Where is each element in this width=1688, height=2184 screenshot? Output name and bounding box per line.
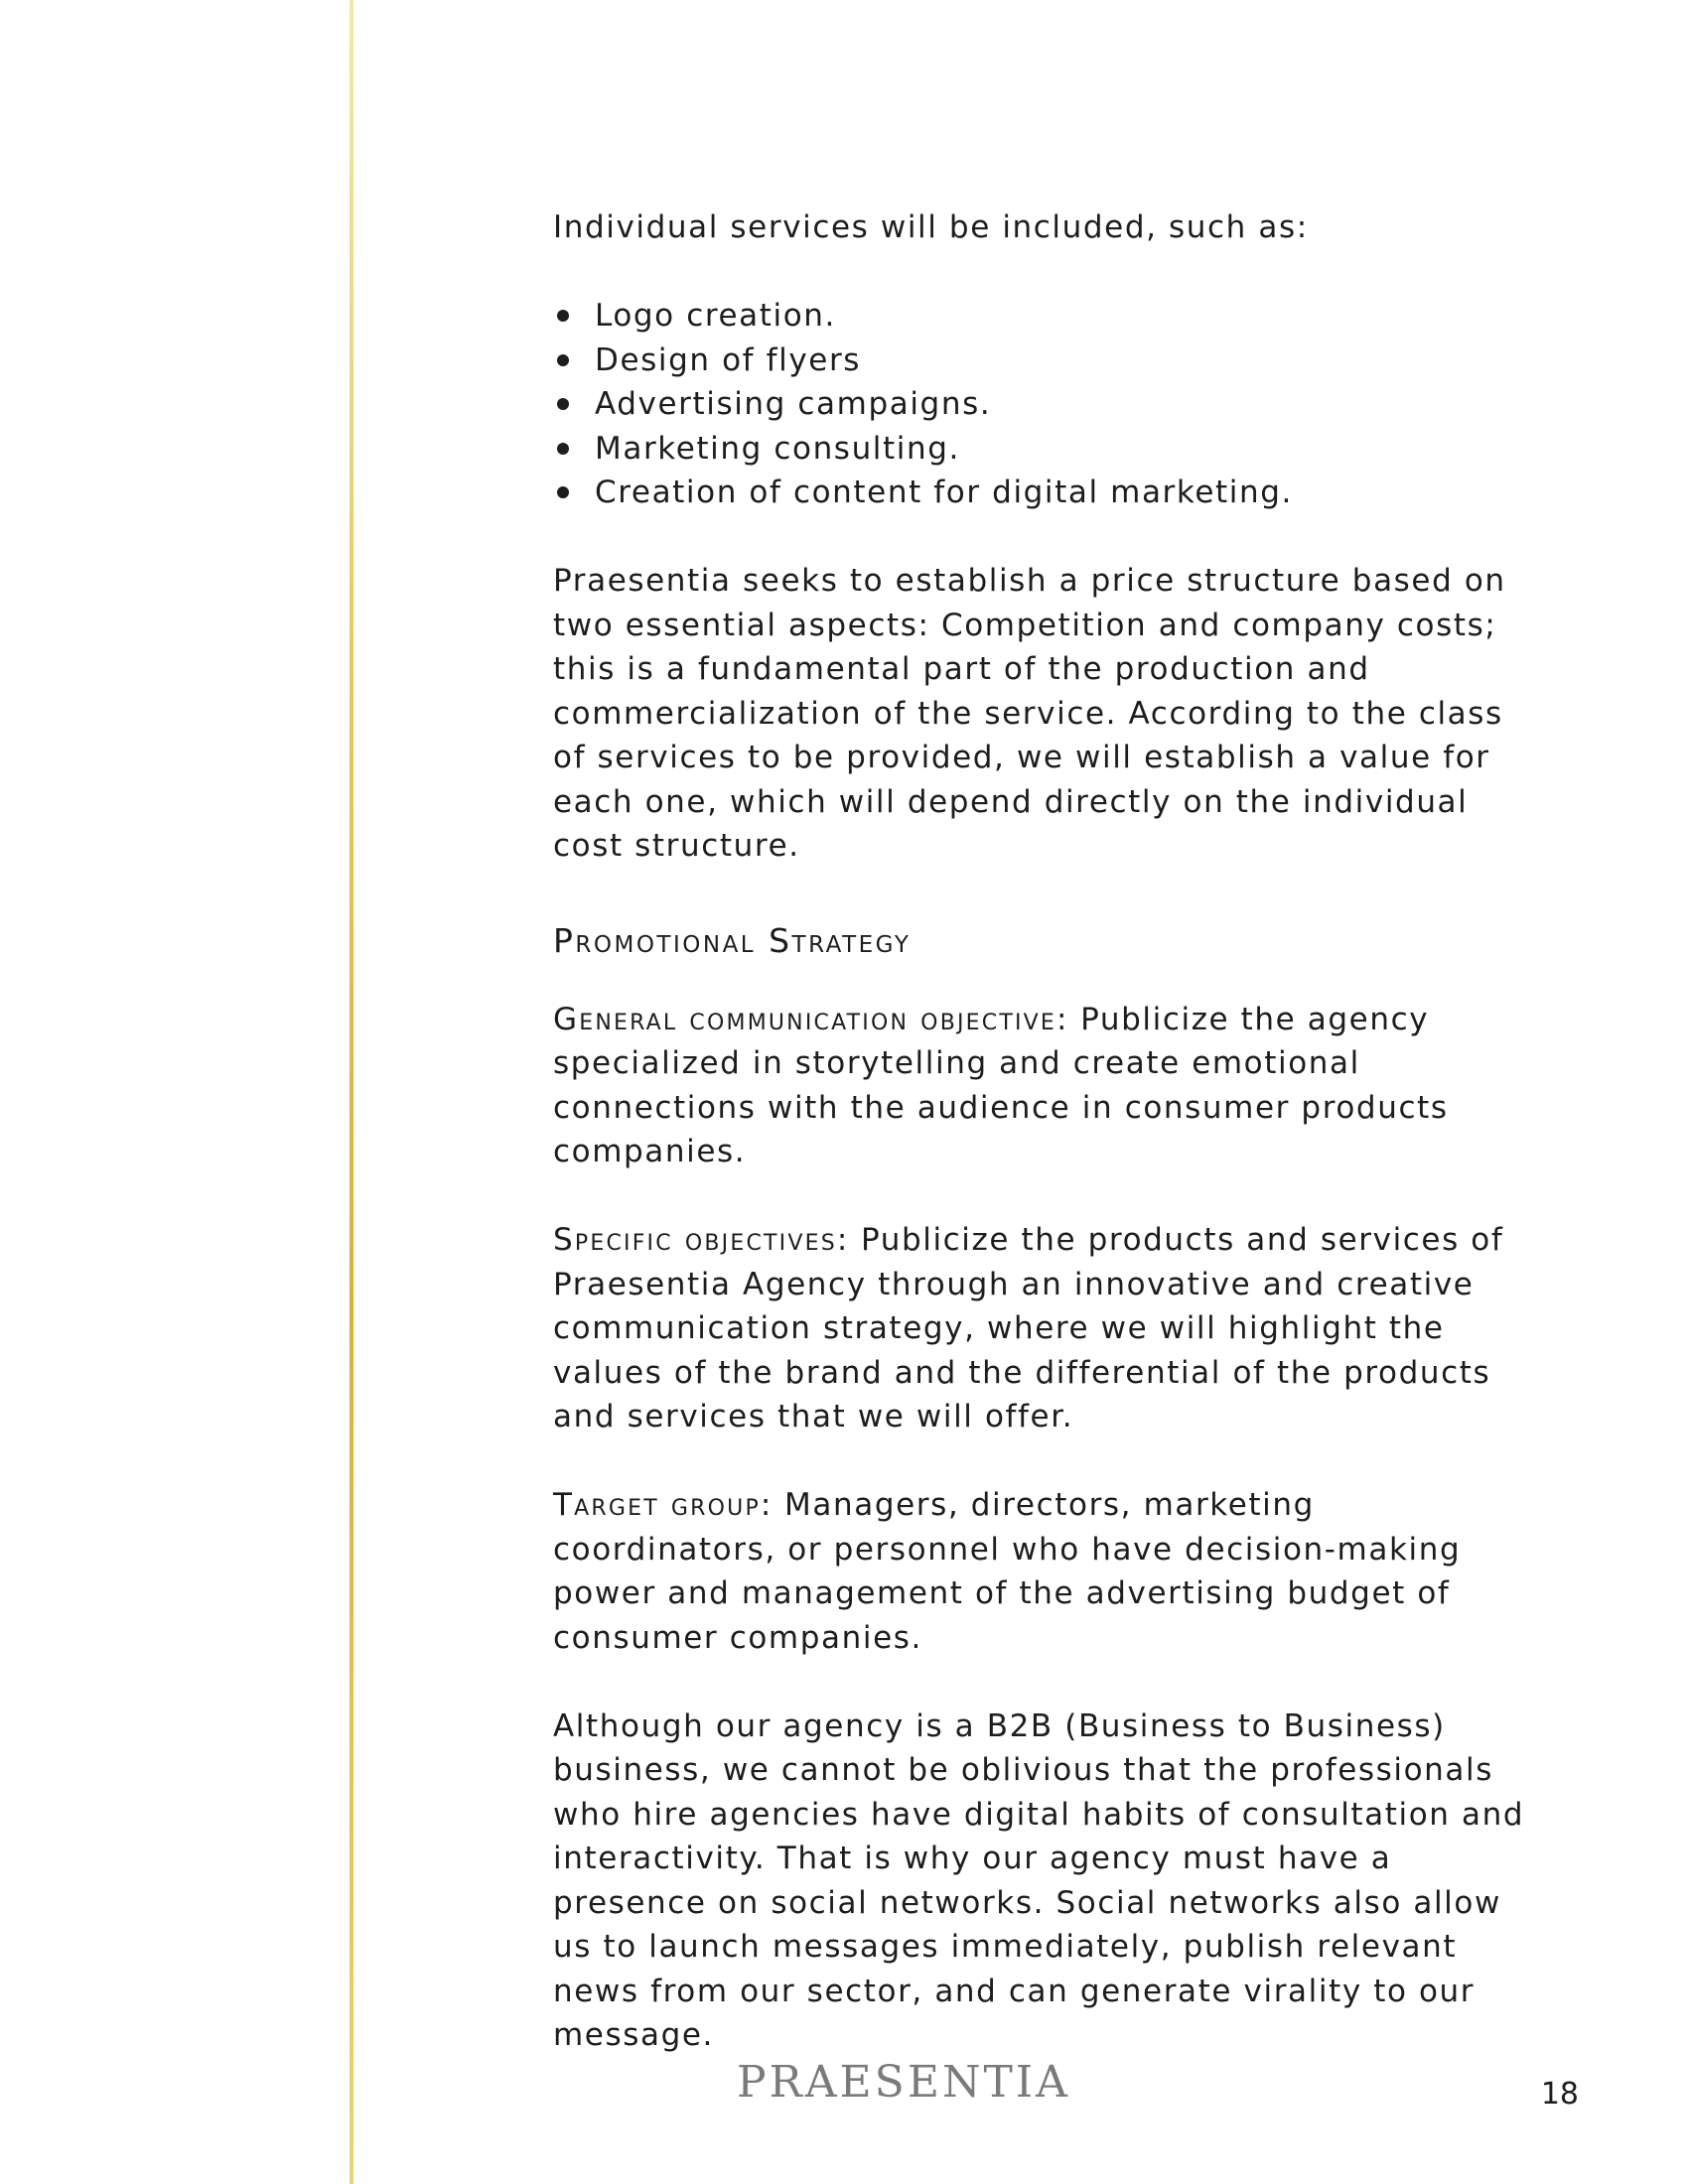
specific-objectives-label: Specific objectives:	[553, 1222, 850, 1258]
target-group-paragraph	[553, 1483, 1546, 1660]
bullet-icon	[557, 354, 569, 366]
list-item-text: Logo creation.	[595, 298, 837, 334]
spacer	[553, 250, 1546, 295]
list-item	[553, 427, 1546, 472]
page-number: 18	[1540, 2077, 1579, 2112]
bullet-icon	[557, 398, 569, 410]
list-item	[553, 471, 1546, 515]
page-content	[553, 205, 1546, 2058]
general-objective-paragraph	[553, 998, 1546, 1174]
list-item	[553, 339, 1546, 383]
target-group-label: Target group:	[553, 1487, 774, 1523]
target-group-text: Managers, directors, marketing coordinators, or personnel who have decision-making power and management of the advertising budget of consumer companies.	[553, 1487, 1462, 1656]
spacer	[553, 869, 1546, 916]
bullet-icon	[557, 486, 569, 498]
pricing-paragraph: Praesentia seeks to establish a price structure based on two essential aspects: Competition and company costs; this is a fundamental part of the production and commercialization of the service. According to the class of services to be provided, we will establish a value for each one, which will depend directly on the individual cost structure.	[553, 563, 1506, 864]
services-list	[553, 294, 1546, 515]
list-item-text: Advertising campaigns.	[595, 386, 992, 422]
list-item-text: Design of flyers	[595, 341, 862, 378]
list-item-text: Creation of content for digital marketing.	[595, 475, 1293, 510]
spacer	[553, 1174, 1546, 1219]
spacer	[553, 1439, 1546, 1484]
spacer	[553, 515, 1546, 560]
bullet-icon	[557, 443, 569, 455]
list-item	[553, 294, 1546, 339]
general-objective-text: Publicize the agency specialized in storytelling and create emotional connections with the audience in consumer products companies.	[553, 1001, 1449, 1169]
list-item	[553, 382, 1546, 427]
footer-logo: PRAESENTIA	[737, 2057, 1070, 2108]
list-item-text: Marketing consulting.	[595, 430, 960, 467]
spacer	[553, 966, 1546, 998]
specific-objectives-text: Publicize the products and services of Praesentia Agency through an innovative and creative communication strategy, where we will highlight the values of the brand and the differential of the products and services that we will offer.	[553, 1222, 1504, 1434]
bullet-icon	[557, 310, 569, 322]
gold-margin-rule	[350, 0, 353, 2184]
services-intro: Individual services will be included, such as:	[553, 209, 1309, 245]
closing-paragraph: Although our agency is a B2B (Business to Business) business, we cannot be oblivious that the professionals who hire agencies have digital habits of consultation and interactivity. That is why our agency must have a presence on social networks. Social networks also allow us to launch messages immediately, publish relevant news from our sector, and can generate virality to our message.	[553, 1707, 1525, 2053]
specific-objectives-paragraph	[553, 1218, 1546, 1439]
section-heading: Promotional Strategy	[553, 920, 912, 960]
spacer	[553, 1660, 1546, 1705]
general-objective-label: General communication objective:	[553, 1001, 1069, 1037]
